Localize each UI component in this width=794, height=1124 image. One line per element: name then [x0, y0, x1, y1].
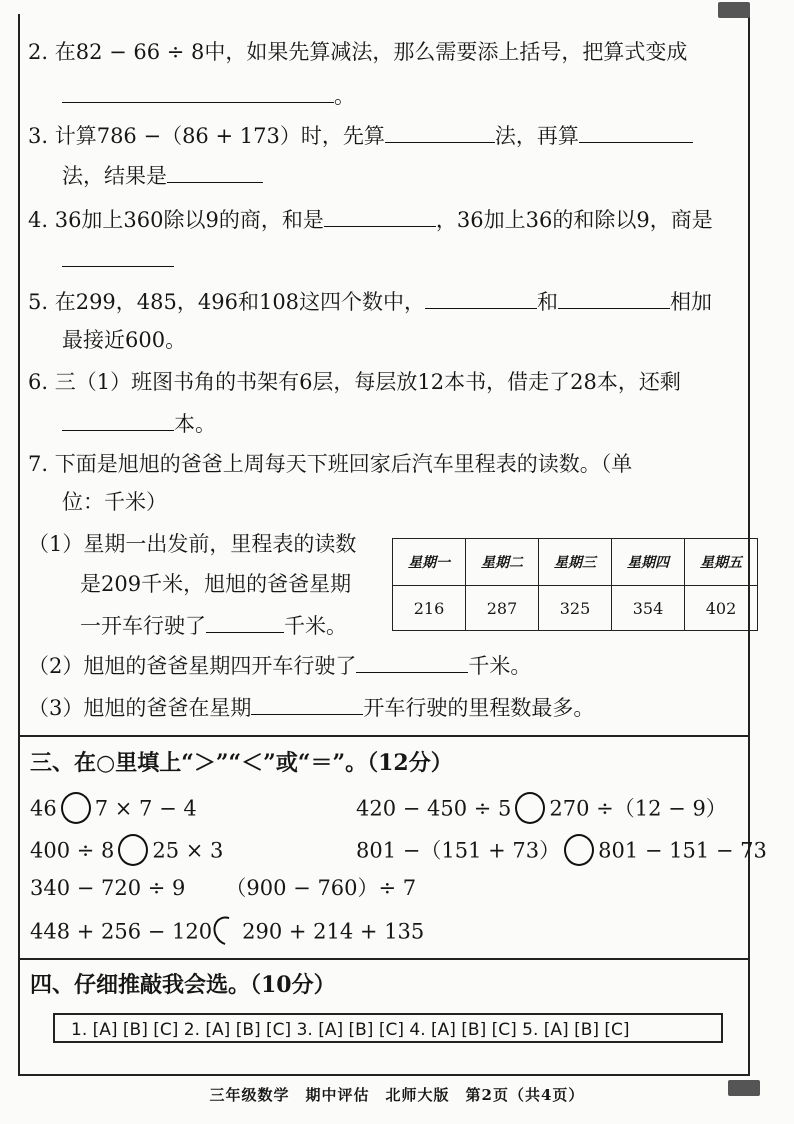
compare-r4-left: [30, 916, 424, 950]
q3-blank-1[interactable]: [385, 122, 495, 143]
q7-sub2: [28, 652, 531, 679]
q4-blank-1[interactable]: [324, 206, 436, 227]
q7-line1: 7. 下面是旭旭的爸爸上周每天下班回家后汽车里程表的读数。（单: [28, 452, 633, 476]
q4-line1: [28, 206, 713, 233]
q4-line2: [62, 246, 174, 273]
q7-sub2-blank[interactable]: [356, 652, 468, 673]
q5-text-c: 相加: [670, 290, 713, 314]
q2-blank[interactable]: [62, 82, 334, 103]
expr: （900 − 760）÷ 7: [225, 876, 417, 900]
q7-sub3-text-b: 开车行驶的里程数最多。: [363, 696, 595, 720]
q7-sub1-line3: [80, 612, 347, 639]
q4-blank-2[interactable]: [62, 246, 174, 267]
q7-sub3-text-a: （3）旭旭的爸爸在星期: [28, 696, 252, 720]
expr: 340 − 720 ÷ 9: [30, 876, 186, 900]
value-cell: 325: [539, 586, 612, 631]
compare-r2-right: [356, 834, 767, 870]
compare-circle[interactable]: [61, 792, 91, 824]
compare-circle[interactable]: [564, 834, 594, 866]
q7-sub3-blank[interactable]: [251, 694, 363, 715]
value-cell: 402: [685, 586, 758, 631]
q6-line1: 6. 三（1）班图书角的书架有6层，每层放12本书，借走了28本，还剩: [28, 370, 681, 394]
section4-title: 四、仔细推敲我会选。（10分）: [30, 972, 336, 998]
q6-end: 本。: [174, 412, 216, 436]
q3-blank-2[interactable]: [579, 122, 693, 143]
q2-line1: 2. 在82 − 66 ÷ 8中，如果先算减法，那么需要添上括号，把算式变成: [28, 40, 688, 64]
value-cell: 354: [612, 586, 685, 631]
q6-blank[interactable]: [62, 410, 174, 431]
q4-text-a: 4. 36加上360除以9的商，和是: [28, 208, 324, 232]
q7-sub2-text-a: （2）旭旭的爸爸星期四开车行驶了: [28, 654, 357, 678]
section-divider: [18, 958, 748, 960]
q6-line2: [62, 410, 216, 437]
header-cell: 星期一: [393, 539, 466, 586]
expr: 270 ÷（12 − 9）: [549, 796, 727, 821]
mileage-table: [392, 538, 758, 631]
q2-line2: [62, 82, 355, 109]
q3-text-b: 法，再算: [494, 124, 579, 148]
expr: 400 ÷ 8: [30, 838, 115, 863]
q7-sub3: [28, 694, 594, 721]
corner-tab-mark: [718, 2, 750, 18]
q7-sub2-text-b: 千米。: [468, 654, 532, 678]
q3-line1: [28, 122, 693, 149]
compare-r2-left: [30, 834, 223, 870]
expr: 25 × 3: [152, 838, 224, 863]
expr: 448 + 256 − 120: [30, 919, 213, 944]
q5-line1: [28, 288, 712, 315]
q5-blank-1[interactable]: [425, 288, 537, 309]
mileage-header-row: [393, 539, 758, 586]
q3-text-c: 法，结果是: [62, 164, 167, 188]
expr: 46: [30, 796, 57, 821]
value-cell: 216: [393, 586, 466, 631]
q7-line2: 位：千米）: [62, 490, 167, 514]
compare-r1-right: [356, 792, 727, 828]
compare-circle[interactable]: [208, 912, 246, 951]
value-cell: 287: [466, 586, 539, 631]
page-footer: 三年级数学 期中评估 北师大版 第2页（共4页）: [209, 1086, 585, 1104]
header-cell: 星期四: [612, 539, 685, 586]
expr: 801 −（151 + 73）: [356, 838, 561, 863]
q7-sub1-text-b: 千米。: [284, 614, 347, 638]
compare-r3-left: [30, 876, 416, 901]
q3-blank-3[interactable]: [167, 162, 263, 183]
q5-blank-2[interactable]: [558, 288, 670, 309]
q7-sub1-text-a: 一开车行驶了: [80, 614, 206, 638]
mileage-value-row: [393, 586, 758, 631]
q5-line2: 最接近600。: [62, 328, 187, 352]
compare-circle[interactable]: [118, 834, 148, 866]
section3-title: 三、在○里填上“＞”“＜”或“＝”。（12分）: [30, 750, 453, 776]
q3-line2: [62, 162, 263, 189]
compare-r1-left: [30, 792, 197, 828]
expr: 420 − 450 ÷ 5: [356, 796, 512, 821]
q7-sub1-line2: 是209千米，旭旭的爸爸星期: [80, 572, 352, 596]
header-cell: 星期五: [685, 539, 758, 586]
compare-circle[interactable]: [515, 792, 545, 824]
header-cell: 星期二: [466, 539, 539, 586]
q2-end: 。: [334, 84, 355, 108]
answer-choice-box[interactable]: 1. [A] [B] [C] 2. [A] [B] [C] 3. [A] [B] [C] 4. [A] [B] [C] 5. [A] [B] [C]: [53, 1013, 723, 1043]
q7-sub1-line1: （1）星期一出发前，里程表的读数: [28, 532, 357, 556]
q4-text-b: ，36加上36的和除以9，商是: [435, 208, 713, 232]
q7-sub1-blank[interactable]: [206, 612, 284, 633]
expr: 7 × 7 − 4: [94, 796, 197, 821]
q3-text-a: 3. 计算786 −（86 + 173）时，先算: [28, 124, 385, 148]
section-divider: [18, 735, 748, 737]
header-cell: 星期三: [539, 539, 612, 586]
expr: 290 + 214 + 135: [242, 919, 425, 944]
q5-text-a: 5. 在299，485，496和108这四个数中，: [28, 290, 426, 314]
expr: 801 − 151 − 73: [598, 838, 767, 863]
q5-text-b: 和: [537, 290, 559, 314]
